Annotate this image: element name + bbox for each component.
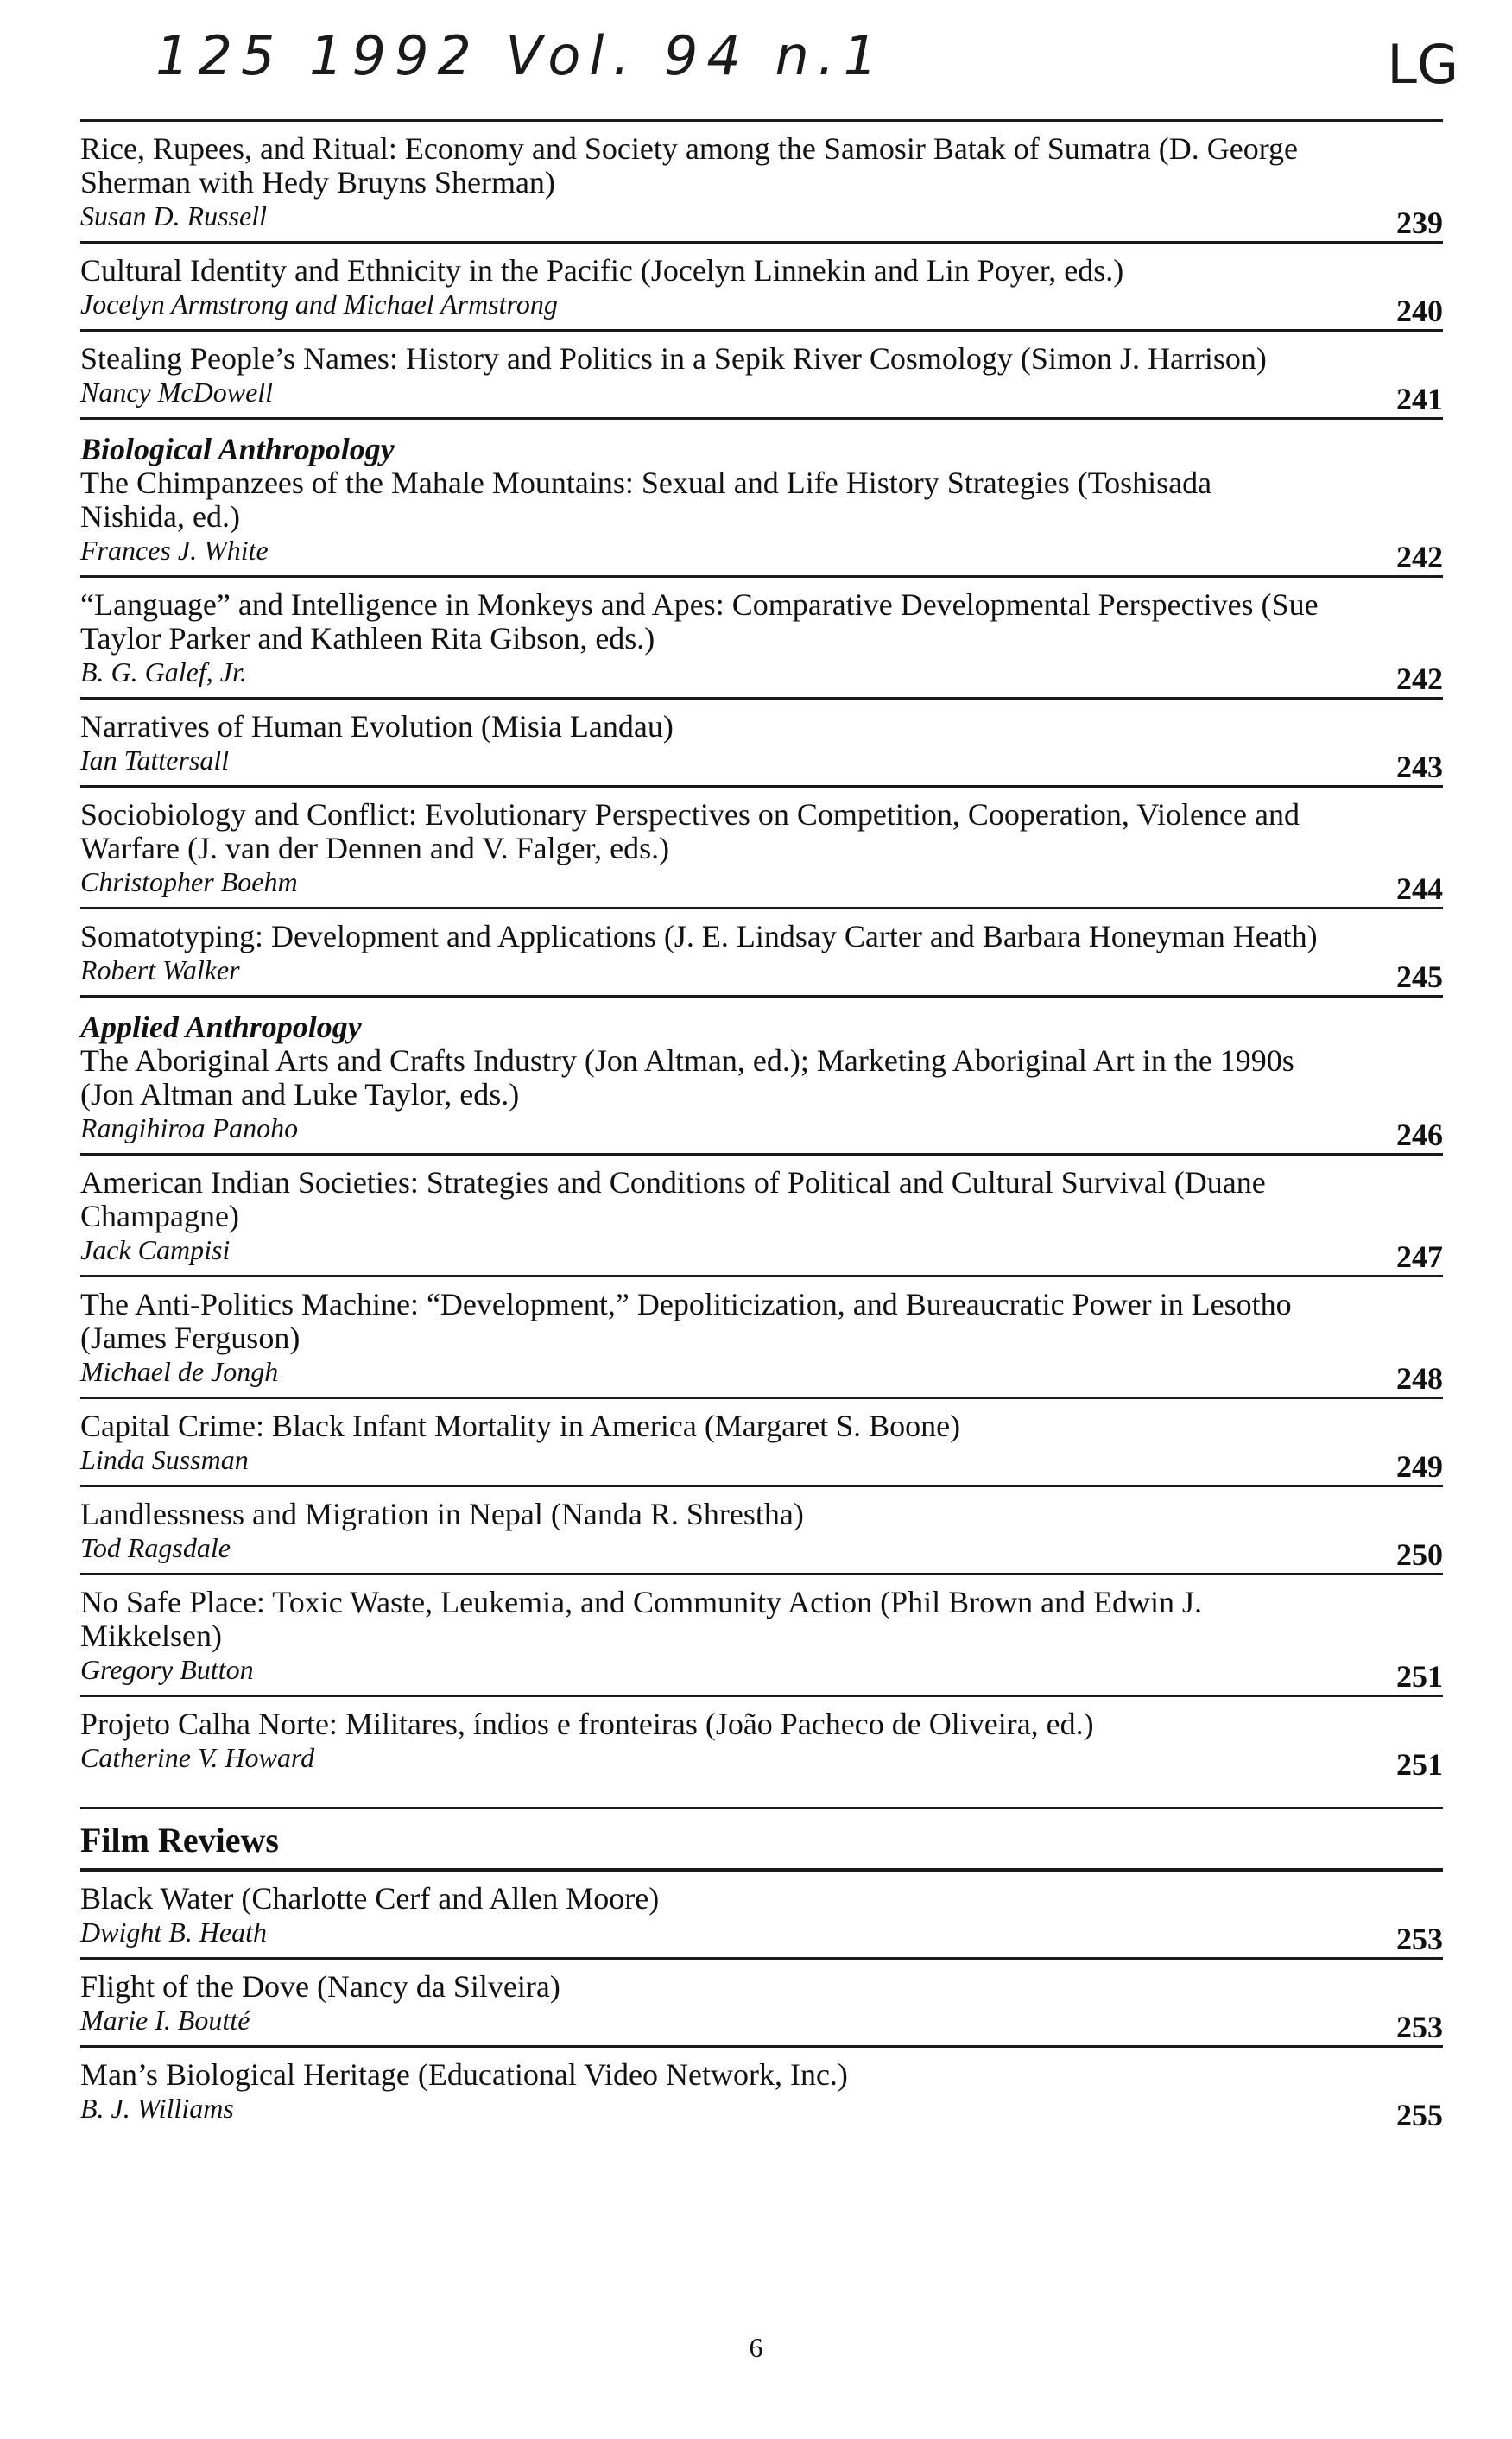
page-reference: 240 xyxy=(1396,294,1443,328)
review-title: Cultural Identity and Ethnicity in the Pacific (Jocelyn Linnekin and Lin Poyer, eds.) xyxy=(80,253,1124,288)
reviewer-name: Nancy McDowell xyxy=(80,377,274,408)
page-reference: 246 xyxy=(1396,1118,1443,1152)
reviewer-name: Frances J. White xyxy=(80,535,269,566)
reviewer-name: Gregory Button xyxy=(80,1654,254,1685)
reviewer-name: Michael de Jongh xyxy=(80,1356,279,1387)
review-title: The Chimpanzees of the Mahale Mountains: Sexual and Life History Strategies (Toshisada Nishida, ed.) xyxy=(80,466,1212,534)
page-reference: 239 xyxy=(1396,206,1443,240)
reviewer-line xyxy=(80,1531,1443,1572)
review-title: Rice, Rupees, and Ritual: Economy and Society among the Samosir Batak of Sumatra (D. George Sherman with Hedy Bruyns Sherman) xyxy=(80,131,1299,200)
section-heading: Applied Anthropology xyxy=(80,1010,362,1044)
reviewer-name: Linda Sussman xyxy=(80,1444,249,1475)
reviewer-line xyxy=(80,1653,1443,1694)
review-entry xyxy=(80,241,1443,329)
film-reviews-list xyxy=(80,1872,1443,2133)
reviewer-name: B. G. Galef, Jr. xyxy=(80,656,247,687)
page-reference: 248 xyxy=(1396,1361,1443,1396)
reviewer-line xyxy=(80,865,1443,906)
review-entry xyxy=(80,785,1443,907)
reviewer-line xyxy=(80,2004,1443,2044)
review-entry xyxy=(80,2045,1443,2133)
review-entry xyxy=(80,1957,1443,2045)
review-entry xyxy=(80,1397,1443,1485)
film-reviews-heading: Film Reviews xyxy=(80,1821,279,1859)
reviewer-line xyxy=(80,744,1443,784)
review-entry xyxy=(80,1695,1443,1783)
page-reference: 253 xyxy=(1396,2010,1443,2044)
review-title: The Anti-Politics Machine: “Development,” Depoliticization, and Bureaucratic Power in Lesotho (James Ferguson) xyxy=(80,1287,1292,1355)
page-reference: 255 xyxy=(1396,2098,1443,2132)
page-reference: 244 xyxy=(1396,871,1443,906)
reviewer-line xyxy=(80,656,1443,696)
handwritten-annotation: 125 1992 Vol. 94 n.1 xyxy=(155,24,886,87)
review-title: Capital Crime: Black Infant Mortality in America (Margaret S. Boone) xyxy=(80,1409,961,1443)
reviewer-name: Rangihiroa Panoho xyxy=(80,1112,299,1143)
review-entry xyxy=(80,1573,1443,1695)
reviewer-name: Tod Ragsdale xyxy=(80,1532,231,1563)
page-reference: 243 xyxy=(1396,750,1443,784)
page-reference: 247 xyxy=(1396,1239,1443,1274)
reviewer-name: Jocelyn Armstrong and Michael Armstrong xyxy=(80,288,558,320)
reviewer-line xyxy=(80,953,1443,994)
page-reference: 250 xyxy=(1396,1537,1443,1572)
reviewer-name: Robert Walker xyxy=(80,954,240,985)
review-entry xyxy=(80,995,1443,1153)
page-reference: 251 xyxy=(1396,1747,1443,1782)
review-entry xyxy=(80,1153,1443,1275)
review-title: No Safe Place: Toxic Waste, Leukemia, and Community Action (Phil Brown and Edwin J. Mikkelsen) xyxy=(80,1585,1203,1653)
reviewer-line xyxy=(80,288,1443,328)
page-reference: 241 xyxy=(1396,382,1443,416)
review-entry xyxy=(80,907,1443,995)
review-entry xyxy=(80,417,1443,575)
review-entry xyxy=(80,1872,1443,1957)
reviewer-name: Jack Campisi xyxy=(80,1234,231,1265)
reviewer-name: B. J. Williams xyxy=(80,2093,234,2124)
page-reference: 251 xyxy=(1396,1659,1443,1694)
review-entry xyxy=(80,119,1443,241)
page-reference: 245 xyxy=(1396,960,1443,994)
reviewer-name: Dwight B. Heath xyxy=(80,1916,267,1948)
reviewer-line xyxy=(80,1916,1443,1956)
review-entry xyxy=(80,697,1443,785)
review-title: Landlessness and Migration in Nepal (Nanda R. Shrestha) xyxy=(80,1497,804,1531)
review-title: Black Water (Charlotte Cerf and Allen Moore) xyxy=(80,1881,660,1916)
page-reference: 253 xyxy=(1396,1922,1443,1956)
reviewer-line xyxy=(80,1741,1443,1782)
reviewer-line xyxy=(80,2092,1443,2132)
film-reviews-header xyxy=(80,1807,1443,1872)
handwritten-code: LG xyxy=(1387,33,1458,96)
review-entry xyxy=(80,1485,1443,1573)
reviewer-name: Catherine V. Howard xyxy=(80,1742,315,1773)
page-reference: 249 xyxy=(1396,1449,1443,1484)
reviewer-line xyxy=(80,1112,1443,1152)
review-title: Sociobiology and Conflict: Evolutionary Perspectives on Competition, Cooperation, Violence and Warfare (J. van der Dennen and V. Falger, eds.) xyxy=(80,797,1300,865)
reviewer-name: Susan D. Russell xyxy=(80,200,267,231)
review-title: American Indian Societies: Strategies and Conditions of Political and Cultural Survival (Duane Champagne) xyxy=(80,1165,1266,1233)
section-heading: Biological Anthropology xyxy=(80,432,395,466)
reviewer-line xyxy=(80,1355,1443,1396)
review-title: Man’s Biological Heritage (Educational Video Network, Inc.) xyxy=(80,2057,848,2092)
review-title: Flight of the Dove (Nancy da Silveira) xyxy=(80,1969,560,2004)
reviewer-name: Christopher Boehm xyxy=(80,866,298,897)
reviewer-name: Marie I. Boutté xyxy=(80,2005,250,2036)
book-reviews-list xyxy=(80,119,1443,1783)
review-title: Narratives of Human Evolution (Misia Landau) xyxy=(80,709,674,744)
page-number: 6 xyxy=(749,2332,763,2363)
review-title: Projeto Calha Norte: Militares, índios e fronteiras (João Pacheco de Oliveira, ed.) xyxy=(80,1707,1094,1741)
page-reference: 242 xyxy=(1396,662,1443,696)
review-title: “Language” and Intelligence in Monkeys and Apes: Comparative Developmental Perspectives (Sue Taylor Parker and Kathleen Rita Gibson, eds.) xyxy=(80,587,1319,656)
review-title: The Aboriginal Arts and Crafts Industry (Jon Altman, ed.); Marketing Aboriginal Art in the 1990s (Jon Altman and Luke Taylor, eds.) xyxy=(80,1043,1294,1112)
review-entry xyxy=(80,329,1443,417)
review-entry xyxy=(80,575,1443,697)
review-title: Somatotyping: Development and Applications (J. E. Lindsay Carter and Barbara Honeyman Heath) xyxy=(80,919,1318,953)
review-title: Stealing People’s Names: History and Politics in a Sepik River Cosmology (Simon J. Harrison) xyxy=(80,341,1267,376)
reviewer-line xyxy=(80,376,1443,416)
review-entry xyxy=(80,1275,1443,1397)
reviewer-line xyxy=(80,534,1443,574)
table-of-contents xyxy=(80,119,1443,2133)
page-reference: 242 xyxy=(1396,540,1443,574)
reviewer-line xyxy=(80,1233,1443,1274)
reviewer-name: Ian Tattersall xyxy=(80,744,230,776)
reviewer-line xyxy=(80,1443,1443,1484)
reviewer-line xyxy=(80,200,1443,240)
